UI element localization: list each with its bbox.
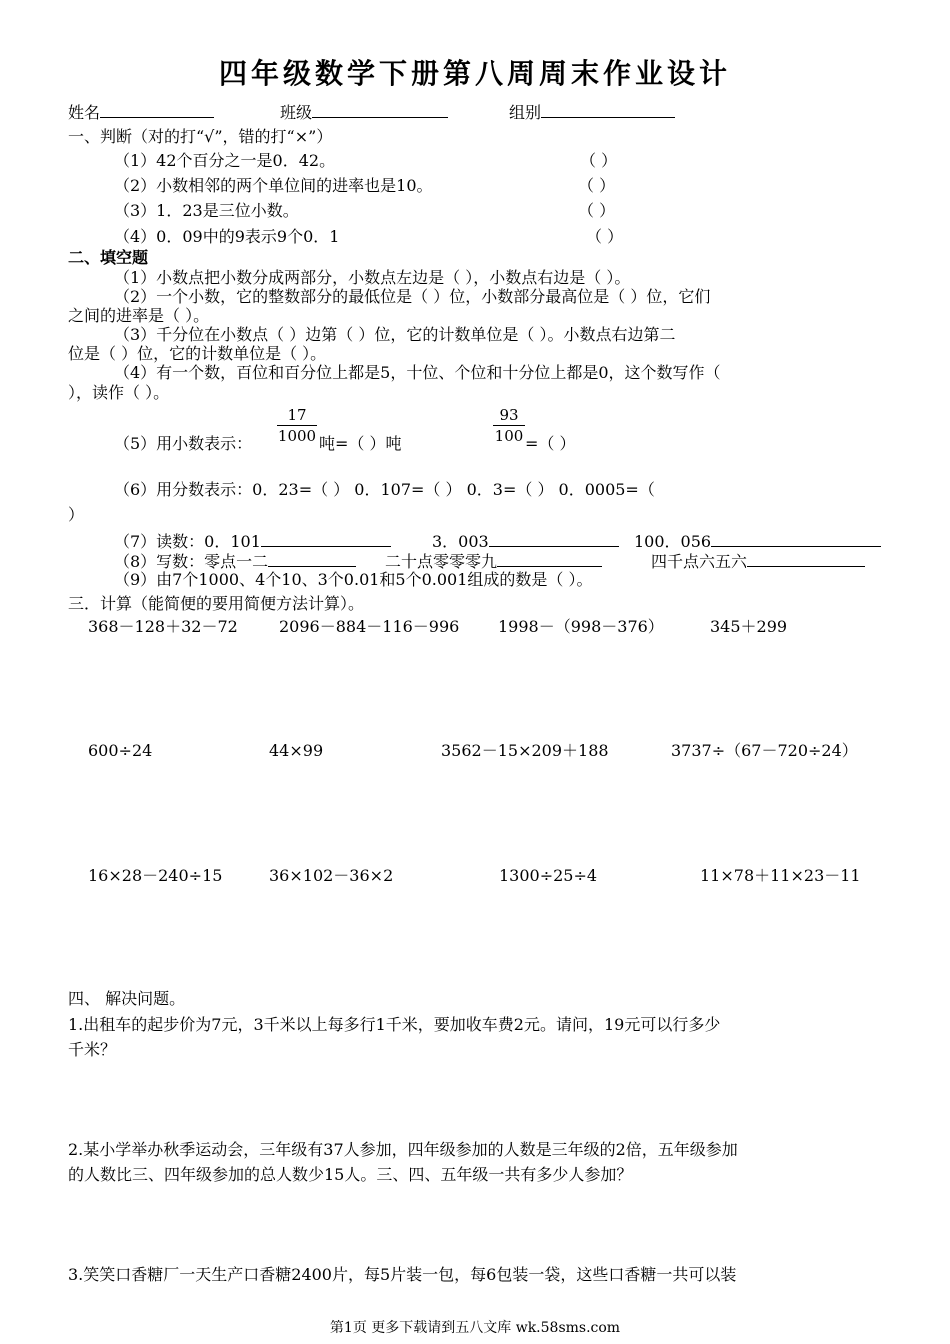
- fraction-93-100: [493, 405, 525, 446]
- calc-expression: 600÷24: [88, 741, 153, 760]
- class-line: [312, 101, 448, 118]
- fraction-denominator: 1000: [277, 427, 317, 445]
- problem-2-line1: 2.某小学举办秋季运动会，三年级有37人参加，四年级参加的人数是三年级的2倍，五年级参加: [68, 1140, 738, 1159]
- section2-heading: 二、填空题: [68, 248, 149, 267]
- fill-q2-line2: 之间的进率是（ ）。: [68, 306, 210, 325]
- group-label: 组别: [509, 103, 542, 122]
- problem-2-line2: 的人数比三、四年级参加的总人数少15人。三、四、五年级一共有多少人参加？: [68, 1165, 633, 1184]
- problem-1-line1: 1.出租车的起步价为7元，3千米以上每多行1千米，要加收车费2元。请问，19元可以行多少: [68, 1015, 721, 1034]
- calc-expression: 2096－884－116－996: [279, 617, 460, 636]
- judge-item-3: （3）1．23是三位小数。: [114, 201, 299, 220]
- judge-blank-1[interactable]: （ ）: [580, 151, 618, 170]
- fill-q6-line2: ）: [68, 505, 85, 524]
- fill-q5-part1: 吨=（ ）吨: [319, 434, 402, 453]
- fill-q6-line1: （6）用分数表示：0．23=（ ） 0．107=（ ） 0．3=（ ） 0．0005=（: [114, 480, 655, 499]
- judge-blank-3[interactable]: （ ）: [578, 201, 616, 220]
- group-line: [541, 101, 675, 118]
- section4-heading: 四、 解决问题。: [68, 989, 186, 1008]
- judge-item-2: （2）小数相邻的两个单位间的进率也是10。: [114, 176, 433, 195]
- fill-q3-line1: （3）千分位在小数点（ ）边第（ ）位，它的计数单位是（ ）。小数点右边第二: [114, 325, 676, 344]
- section3-heading: 三．计算（能简便的要用简便方法计算）。: [68, 594, 365, 613]
- fraction-17-1000: [277, 405, 317, 446]
- fill-q7: [114, 530, 391, 552]
- problem-3-line1: 3.笑笑口香糖厂一天生产口香糖2400片，每5片装一包，每6包装一袋，这些口香糖一共可以装: [68, 1265, 737, 1284]
- name-line: [100, 101, 214, 118]
- calc-expression: 1300÷25÷4: [499, 866, 598, 885]
- answer-line[interactable]: [711, 530, 881, 547]
- fill-q7-b: [432, 530, 619, 552]
- answer-line[interactable]: [747, 550, 865, 567]
- calc-expression: 44×99: [269, 741, 324, 760]
- group-field[interactable]: [509, 101, 675, 123]
- fraction-numerator: 93: [499, 406, 519, 424]
- fill-q2-line1: （2）一个小数，它的整数部分的最低位是（ ）位，小数部分最高位是（ ）位，它们: [114, 287, 711, 306]
- page-title: 四年级数学下册第八周周末作业设计: [218, 57, 731, 90]
- q8-word-c: 四千点六五六: [651, 552, 748, 571]
- calc-expression: 11×78＋11×23－11: [700, 866, 861, 885]
- fill-q8: [114, 550, 356, 572]
- name-field[interactable]: [68, 101, 214, 123]
- fill-q8-c: [651, 550, 865, 572]
- fill-q4-line2: ），读作（ ）。: [68, 383, 170, 402]
- fill-q5-part2: =（ ）: [525, 434, 576, 453]
- problem-1-line2: 千米？: [68, 1040, 117, 1059]
- calc-expression: 368－128＋32－72: [88, 617, 238, 636]
- judge-item-4: （4）0．09中的9表示9个0．1: [114, 227, 340, 246]
- name-label: 姓名: [68, 103, 101, 122]
- q7-number-b: 3．003: [432, 532, 489, 551]
- calc-expression: 16×28－240÷15: [88, 866, 223, 885]
- fill-q1: （1）小数点把小数分成两部分，小数点左边是（ ），小数点右边是（ ）。: [114, 268, 631, 287]
- q7-number-c: 100．056: [634, 532, 712, 551]
- calc-expression: 3562－15×209＋188: [441, 741, 609, 760]
- fraction-denominator: 100: [494, 427, 524, 445]
- answer-line[interactable]: [261, 530, 391, 547]
- q8-word-b: 二十点零零零九: [385, 552, 498, 571]
- calc-expression: 1998－（998－376）: [498, 617, 664, 636]
- fill-q9: （9）由7个1000、4个10、3个0.01和5个0.001组成的数是（ ）。: [114, 570, 593, 589]
- fill-q4-line1: （4）有一个数，百位和百分位上都是5，十位、个位和十分位上都是0，这个数写作（: [114, 363, 721, 382]
- calc-expression: 36×102－36×2: [269, 866, 394, 885]
- calc-expression: 3737÷（67－720÷24）: [671, 741, 858, 760]
- fraction-numerator: 17: [287, 406, 307, 424]
- section1-heading: 一、判断（对的打“√”，错的打“×”）: [68, 127, 333, 146]
- judge-blank-2[interactable]: （ ）: [578, 176, 616, 195]
- q7-label: （7）读数：0．101: [114, 532, 261, 551]
- answer-line[interactable]: [489, 530, 619, 547]
- q8-label: （8）写数：零点一二: [114, 552, 269, 571]
- class-field[interactable]: [280, 101, 448, 123]
- fill-q7-c: [634, 530, 881, 552]
- page-footer: 第1页 更多下载请到五八文库 wk.58sms.com: [329, 1320, 621, 1336]
- judge-blank-4[interactable]: （ ）: [586, 227, 624, 246]
- fill-q5-label: （5）用小数表示：: [114, 434, 253, 453]
- class-label: 班级: [280, 103, 313, 122]
- fill-q8-b: [385, 550, 602, 572]
- answer-line[interactable]: [268, 550, 356, 567]
- fill-q3-line2: 位是（ ）位，它的计数单位是（ ）。: [68, 344, 327, 363]
- judge-item-1: （1）42个百分之一是0．42。: [114, 151, 336, 170]
- calc-expression: 345＋299: [710, 617, 788, 636]
- answer-line[interactable]: [497, 550, 602, 567]
